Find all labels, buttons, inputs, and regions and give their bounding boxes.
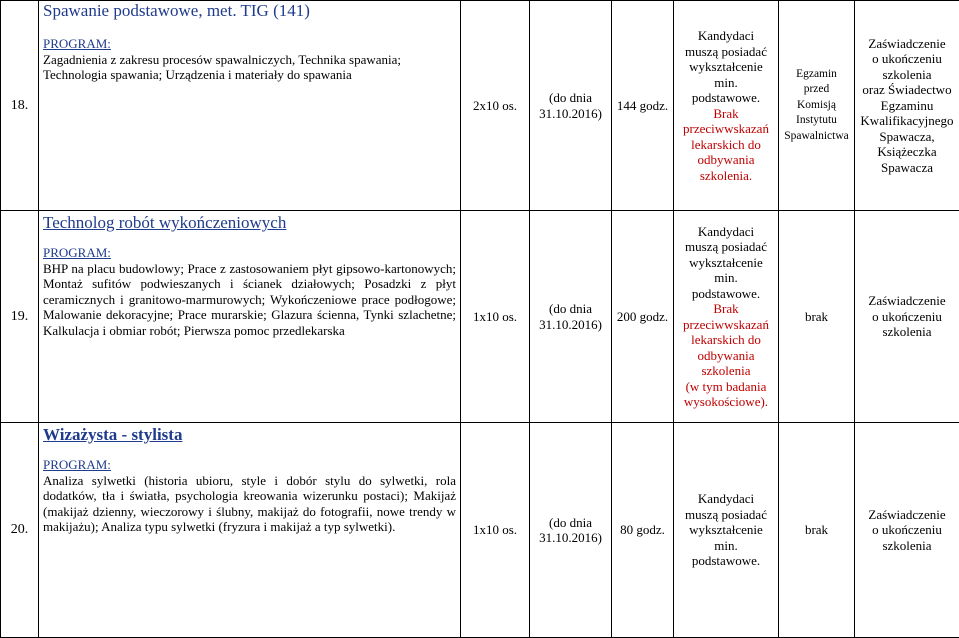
course-title: Wizażysta - stylista xyxy=(43,425,183,444)
req-line: min. xyxy=(714,270,738,285)
group-size: 2x10 os. xyxy=(461,1,530,211)
hours: 144 godz. xyxy=(612,1,674,211)
req-line: podstawowe. xyxy=(691,90,761,105)
cert-line: Kwalifikacyjnego xyxy=(860,113,954,129)
req-line: min. xyxy=(714,74,738,90)
course-description xyxy=(39,423,461,638)
req-medical-line: szkolenia xyxy=(701,363,751,378)
exam-line: przed xyxy=(803,83,830,96)
program-text: Zagadnienia z zakresu procesów spawalniczych, Technika spawania; Technologia spawania; Urządzenia i materiały do spawania xyxy=(43,51,402,82)
requirements xyxy=(674,423,779,638)
deadline-line-1: (do dnia xyxy=(549,90,592,105)
requirements xyxy=(674,211,779,423)
req-medical-line: szkolenia. xyxy=(699,167,753,183)
deadline xyxy=(530,211,612,423)
certificate xyxy=(855,211,959,423)
req-medical-line: (w tym badania xyxy=(685,378,767,394)
course-row-18 xyxy=(1,1,959,211)
cert-line: Książeczka xyxy=(877,144,937,160)
cert-line: Zaświadczenie xyxy=(868,293,946,309)
program-label: PROGRAM: xyxy=(43,36,111,51)
program-text: BHP na placu budowlowy; Prace z zastosowaniem płyt gipsowo-kartonowych; Montaż sufitów podwieszanych i ścianek działowych; Posadzki z płyt ceramicznych i granitowo-marmurowych; Wykończeniowe prace podłogowe; Malowanie dekoracyjne; Prace murarskie; Glazura ścienna, Tynki szlachetne; Kalkulacja i obmiar robót; Pierwsza pomoc przedlekarska xyxy=(43,260,456,338)
row-number: 19. xyxy=(1,211,39,423)
req-line: wykształcenie xyxy=(689,522,763,538)
req-line: wykształcenie xyxy=(689,254,763,270)
cert-line: szkolenia xyxy=(882,324,932,340)
exam-line: Komisją xyxy=(797,98,836,111)
exam: brak xyxy=(779,211,855,423)
course-title: Spawanie podstawowe, met. TIG (141) xyxy=(43,1,310,20)
course-description xyxy=(39,211,461,423)
group-size: 1x10 os. xyxy=(461,423,530,638)
req-line: muszą posiadać xyxy=(685,239,767,254)
program-label: PROGRAM: xyxy=(43,245,111,260)
deadline-line-1: (do dnia xyxy=(549,514,592,530)
row-number: 18. xyxy=(1,1,39,211)
cert-line: Spawacza, xyxy=(879,128,935,144)
course-description xyxy=(39,1,461,211)
cert-line: o ukończeniu xyxy=(872,308,942,324)
row-number: 20. xyxy=(1,423,39,638)
cert-line: szkolenia xyxy=(882,537,932,553)
course-row-19 xyxy=(1,211,959,423)
req-line: Kandydaci xyxy=(697,223,755,239)
group-size: 1x10 os. xyxy=(461,211,530,423)
req-line: podstawowe. xyxy=(691,285,761,301)
req-line: podstawowe. xyxy=(691,553,761,569)
req-medical-line: Brak xyxy=(713,105,739,121)
certificate xyxy=(855,1,959,211)
cert-line: szkolenia xyxy=(882,66,932,82)
req-medical-line: Brak xyxy=(713,301,739,316)
deadline xyxy=(530,423,612,638)
req-line: wykształcenie xyxy=(689,59,763,74)
exam: brak xyxy=(779,423,855,638)
cert-line: oraz Świadectwo xyxy=(862,82,952,98)
req-line: muszą posiadać xyxy=(685,506,767,522)
cert-line: Zaświadczenie xyxy=(868,35,946,51)
req-line: min. xyxy=(714,537,738,553)
req-medical-line: odbywania xyxy=(697,347,755,363)
certificate xyxy=(855,423,959,638)
cert-line: o ukończeniu xyxy=(872,51,942,67)
deadline xyxy=(530,1,612,211)
req-line: Kandydaci xyxy=(697,491,755,507)
req-medical-line: odbywania xyxy=(697,152,755,167)
requirements xyxy=(674,1,779,211)
cert-line: o ukończeniu xyxy=(872,522,942,538)
deadline-line-2: 31.10.2016) xyxy=(539,105,602,121)
req-medical-line: przeciwwskazań xyxy=(683,121,769,136)
program-text: Analiza sylwetki (historia ubioru, style i dobór stylu do sylwetki, rola dodatków, tła i światła, psychologia kreowania wizerunku postaci); Makijaż (makijaż dzienny, wieczorowy i ślubny, makijaż do fotografii, nowe trendy w makijażu); Analiza typu sylwetki (fryzura i makijaż a typ sylwetki). xyxy=(43,472,456,534)
req-medical-line: lekarskich do xyxy=(691,136,761,152)
deadline-line-2: 31.10.2016) xyxy=(539,530,602,545)
program-label: PROGRAM: xyxy=(43,457,111,472)
req-medical-line: lekarskich do xyxy=(691,332,761,347)
course-title: Technolog robót wykończeniowych xyxy=(43,213,287,232)
hours: 80 godz. xyxy=(612,423,674,638)
req-medical-line: przeciwwskazań xyxy=(683,316,769,332)
req-medical-line: wysokościowe). xyxy=(683,394,769,409)
exam-line: Instytutu xyxy=(796,114,837,127)
cert-line: Zaświadczenie xyxy=(868,506,946,522)
deadline-line-2: 31.10.2016) xyxy=(539,316,602,332)
exam xyxy=(779,1,855,211)
cert-line: Egzaminu xyxy=(880,97,934,113)
exam-line: Egzamin xyxy=(796,67,837,80)
req-line: Kandydaci xyxy=(697,28,755,43)
deadline-line-1: (do dnia xyxy=(549,301,592,316)
exam-line: Spawalnictwa xyxy=(784,129,849,142)
cert-line: Spawacza xyxy=(881,159,933,175)
req-line: muszą posiadać xyxy=(685,43,767,59)
course-row-20 xyxy=(1,423,959,638)
hours: 200 godz. xyxy=(612,211,674,423)
